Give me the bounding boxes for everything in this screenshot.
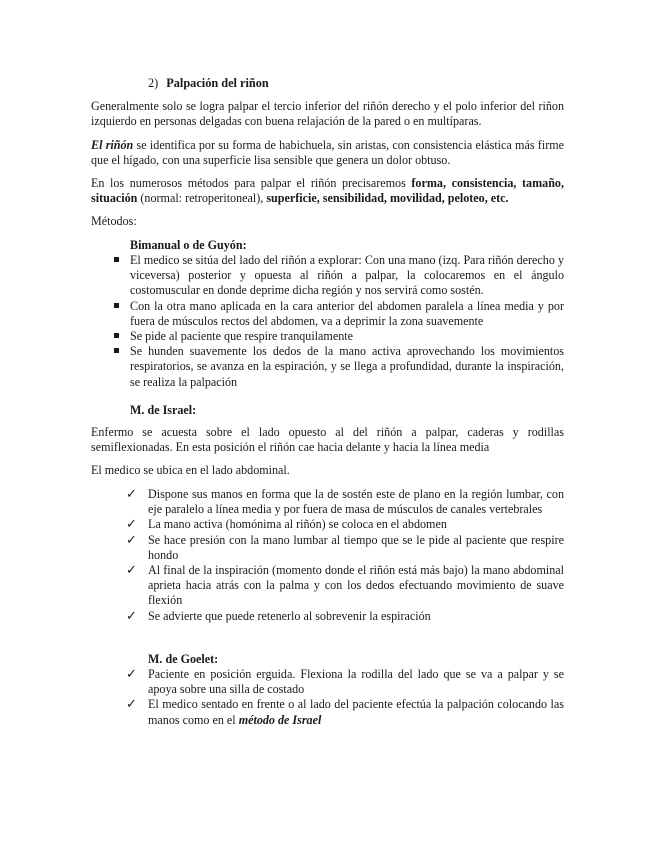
metodos-paragraph xyxy=(91,176,564,206)
metodos-bold-2: superficie, sensibilidad, movilidad, peloteo, etc. xyxy=(266,191,509,206)
list-item xyxy=(126,517,564,533)
checkmark-icon: ✓ xyxy=(126,667,137,682)
goelet-em: método de Israel xyxy=(238,712,322,727)
list-item-text: Se hunden suavemente los dedos de la mano activa aprovechando los movimientos respiratorios, se avanza en la espiración, y se llega a profundidad, durante la inspiración, se realiza la palpación xyxy=(130,344,564,389)
list-item xyxy=(130,299,564,329)
list-item xyxy=(126,532,564,563)
list-item xyxy=(130,344,564,390)
checkmark-icon: ✓ xyxy=(126,532,137,548)
section-title: Palpación del riñon xyxy=(166,76,269,90)
list-item xyxy=(130,253,564,299)
list-item-text: La mano activa (homónima al riñón) se coloca en el abdomen xyxy=(148,517,447,532)
list-item-text: Con la otra mano aplicada en la cara anterior del abdomen paralela a línea media y por fuera de músculos rectos del abdomen, va a deprimir la zona suavemente xyxy=(130,298,564,328)
list-item xyxy=(126,608,564,624)
israel-title: M. de Israel: xyxy=(130,403,197,417)
list-item-text: Se pide al paciente que respire tranquilamente xyxy=(130,329,353,344)
list-item xyxy=(126,697,564,727)
list-item-text: Se hace presión con la mano lumbar al tiempo que se le pide al paciente que respire hondo xyxy=(148,532,564,562)
guyon-list xyxy=(130,253,564,390)
list-item xyxy=(126,667,564,697)
israel-list xyxy=(126,487,564,624)
list-item xyxy=(126,487,564,517)
israel-paragraph: Enfermo se acuesta sobre el lado opuesto al del riñón a palpar, caderas y rodillas semiflexionadas. En esta posición el riñón cae hacia delante y hacia la línea media xyxy=(91,425,564,455)
guyon-title: Bimanual o de Guyón: xyxy=(130,238,247,252)
checkmark-icon: ✓ xyxy=(126,517,137,533)
checkmark-icon: ✓ xyxy=(126,697,137,713)
section-number: 2) xyxy=(148,76,159,90)
list-item-text: Dispone sus manos en forma que la de sostén este de plano en la región lumbar, con eje paralelo a línea media y por fuera de masa de músculos de canales vertebrales xyxy=(148,487,564,517)
rinon-paragraph xyxy=(91,138,564,168)
list-item-text: Paciente en posición erguida. Flexiona la rodilla del lado que se va a palpar y se apoya sobre una silla de costado xyxy=(148,667,564,697)
list-item-text: El medico sentado en frente o al lado del paciente efectúa la palpación colocando las manos como en el xyxy=(148,697,564,727)
goelet-title: M. de Goelet: xyxy=(148,652,219,666)
checkmark-icon: ✓ xyxy=(126,563,137,579)
checkmark-icon: ✓ xyxy=(126,608,137,624)
list-item xyxy=(126,563,564,609)
checkmark-icon: ✓ xyxy=(126,487,137,502)
section-heading xyxy=(148,76,269,91)
israel-paragraph-2: El medico se ubica en el lado abdominal. xyxy=(91,463,290,477)
goelet-list xyxy=(126,667,564,728)
metodos-bold-1: forma, consistencia, tamaño, situación xyxy=(91,176,564,206)
list-item-text: Se advierte que puede retenerlo al sobrevenir la espiración xyxy=(148,608,431,623)
list-item xyxy=(130,329,564,344)
metodos-label: Métodos: xyxy=(91,214,137,228)
list-item-text: El medico se sitúa del lado del riñón a explorar: Con una mano (izq. Para riñón derecho y viceversa) posterior y opuesta al riñón a palpar, la colocaremos en el ángulo costomuscular en donde deprime dicha región y nos servirá como sostén. xyxy=(130,253,564,298)
metodos-normal: (normal: retroperitoneal), xyxy=(137,191,267,206)
intro-paragraph: Generalmente solo se logra palpar el tercio inferior del riñón derecho y el polo inferior del riñon izquierdo en personas delgadas con buena relajación de la pared o en multíparas. xyxy=(91,99,564,129)
rinon-term: El riñón xyxy=(91,138,134,152)
rinon-text: se identifica por su forma de habichuela, sin aristas, con consistencia elástica más firme que el hígado, con una superficie lisa sensible que genera un dolor obtuso. xyxy=(91,138,565,168)
metodos-lead: En los numerosos métodos para palpar el riñón precisaremos xyxy=(91,176,412,190)
list-item-text: Al final de la inspiración (momento donde el riñón está más bajo) la mano abdominal aprieta hacia atrás con la palma y con los dedos efectuando movimiento de suave flexión xyxy=(148,563,564,608)
